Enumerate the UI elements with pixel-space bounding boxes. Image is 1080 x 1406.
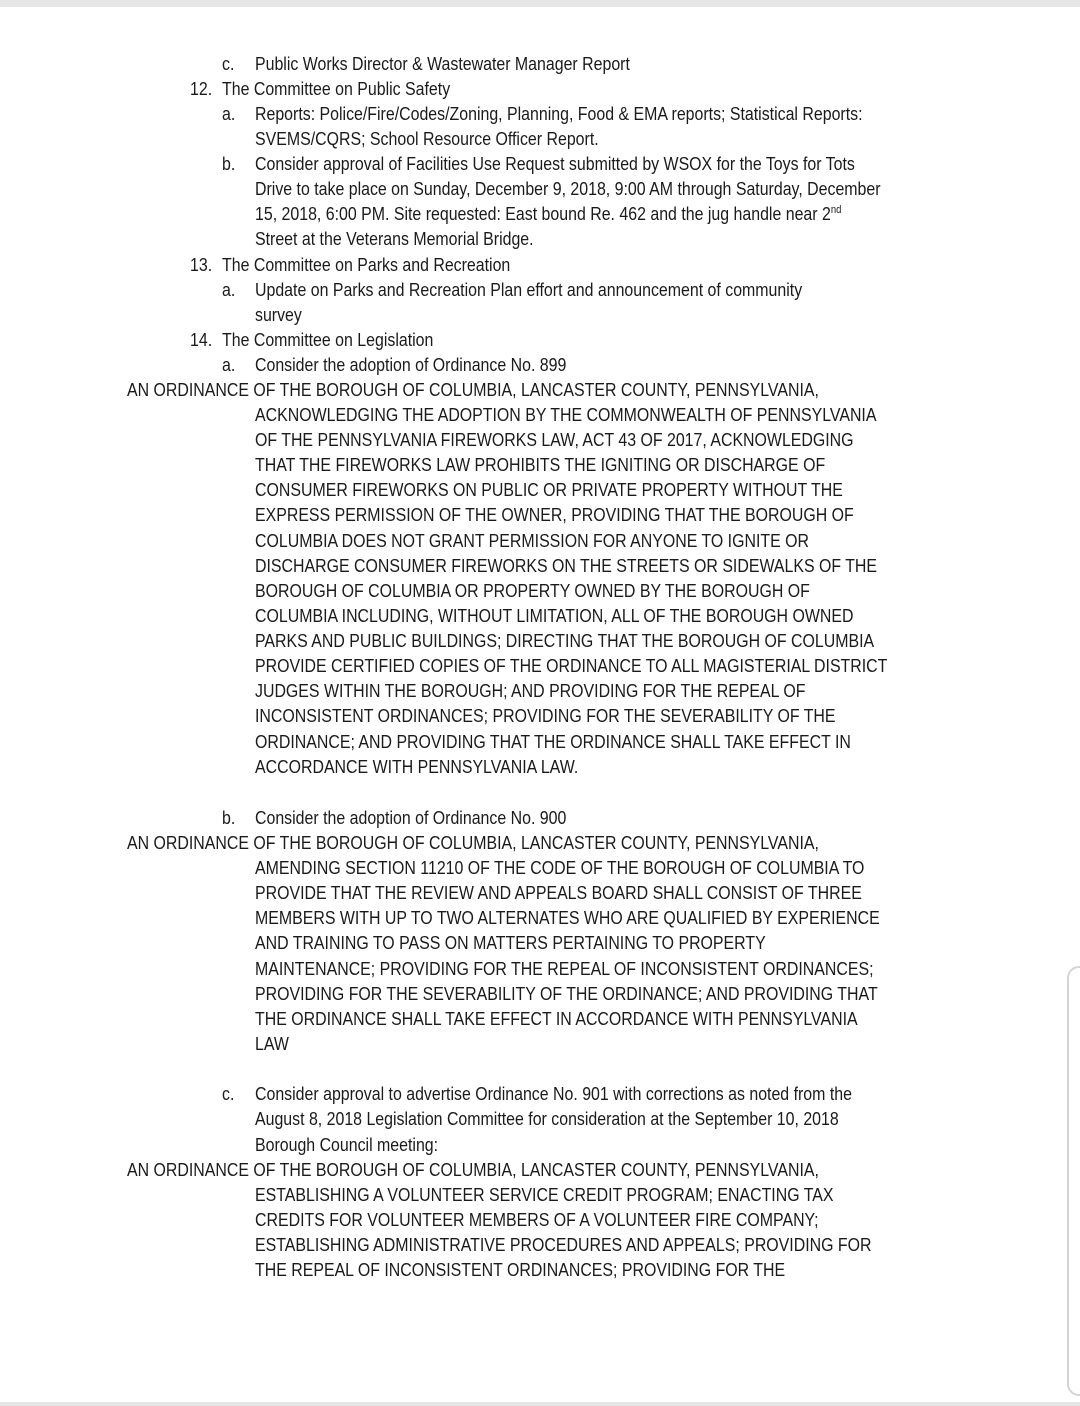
item-number: 14. <box>190 329 213 350</box>
list-marker: c. <box>222 53 235 74</box>
agenda-line: August 8, 2018 Legislation Committee for consideration at the September 10, 2018 <box>255 1108 839 1129</box>
ordinance-line: CREDITS FOR VOLUNTEER MEMBERS OF A VOLUNTEER FIRE COMPANY; <box>255 1209 819 1230</box>
agenda-line <box>255 201 841 226</box>
list-marker: b. <box>222 807 236 828</box>
ordinance-line: THE REPEAL OF INCONSISTENT ORDINANCES; PROVIDING FOR THE <box>255 1259 786 1280</box>
committee-heading: The Committee on Legislation <box>222 329 434 350</box>
top-edge-bar <box>0 0 1080 7</box>
ordinance-line: JUDGES WITHIN THE BOROUGH; AND PROVIDING FOR THE REPEAL OF <box>255 680 806 701</box>
agenda-line: survey <box>255 304 302 325</box>
list-marker: a. <box>222 279 236 300</box>
ordinance-line: BOROUGH OF COLUMBIA OR PROPERTY OWNED BY THE BOROUGH OF <box>255 580 810 601</box>
ordinance-line: PROVIDING FOR THE SEVERABILITY OF THE ORDINANCE; AND PROVIDING THAT <box>255 983 878 1004</box>
ordinance-line: LAW <box>255 1033 289 1054</box>
agenda-line: Consider approval to advertise Ordinance No. 901 with corrections as noted from the <box>255 1083 852 1104</box>
agenda-line-text: 15, 2018, 6:00 PM. Site requested: East bound Re. 462 and the jug handle near 2 <box>255 203 831 224</box>
ordinance-line: PARKS AND PUBLIC BUILDINGS; DIRECTING THAT THE BOROUGH OF COLUMBIA <box>255 630 875 651</box>
ordinance-line: COLUMBIA DOES NOT GRANT PERMISSION FOR ANYONE TO IGNITE OR <box>255 530 810 551</box>
item-number: 13. <box>190 254 213 275</box>
ordinance-title-line: AN ORDINANCE OF THE BOROUGH OF COLUMBIA, LANCASTER COUNTY, PENNSYLVANIA, <box>127 379 819 400</box>
ordinance-line: INCONSISTENT ORDINANCES; PROVIDING FOR THE SEVERABILITY OF THE <box>255 705 836 726</box>
list-marker: b. <box>222 153 236 174</box>
agenda-line: Public Works Director & Wastewater Manager Report <box>255 53 630 74</box>
ordinance-line: THAT THE FIREWORKS LAW PROHIBITS THE IGNITING OR DISCHARGE OF <box>255 454 826 475</box>
ordinance-line: COLUMBIA INCLUDING, WITHOUT LIMITATION, ALL OF THE BOROUGH OWNED <box>255 605 854 626</box>
agenda-line: Borough Council meeting: <box>255 1134 439 1155</box>
ordinance-line: THE ORDINANCE SHALL TAKE EFFECT IN ACCORDANCE WITH PENNSYLVANIA <box>255 1008 858 1029</box>
ordinance-line: CONSUMER FIREWORKS ON PUBLIC OR PRIVATE PROPERTY WITHOUT THE <box>255 479 843 500</box>
agenda-line: Street at the Veterans Memorial Bridge. <box>255 228 534 249</box>
list-marker: c. <box>222 1083 235 1104</box>
ordinance-line: EXPRESS PERMISSION OF THE OWNER, PROVIDING THAT THE BOROUGH OF <box>255 504 854 525</box>
ordinal-superscript: nd <box>830 203 842 216</box>
ordinance-line: ESTABLISHING A VOLUNTEER SERVICE CREDIT PROGRAM; ENACTING TAX <box>255 1184 834 1205</box>
ordinance-line: MEMBERS WITH UP TO TWO ALTERNATES WHO ARE QUALIFIED BY EXPERIENCE <box>255 907 880 928</box>
ordinance-line: ORDINANCE; AND PROVIDING THAT THE ORDINANCE SHALL TAKE EFFECT IN <box>255 731 851 752</box>
item-number: 12. <box>190 78 213 99</box>
ordinance-line: DISCHARGE CONSUMER FIREWORKS ON THE STREETS OR SIDEWALKS OF THE <box>255 555 878 576</box>
ordinance-line: PROVIDE THAT THE REVIEW AND APPEALS BOARD SHALL CONSIST OF THREE <box>255 882 862 903</box>
ordinance-line: ACKNOWLEDGING THE ADOPTION BY THE COMMONWEALTH OF PENNSYLVANIA <box>255 404 877 425</box>
ordinance-title-line: AN ORDINANCE OF THE BOROUGH OF COLUMBIA, LANCASTER COUNTY, PENNSYLVANIA, <box>127 832 819 853</box>
ordinance-title-line: AN ORDINANCE OF THE BOROUGH OF COLUMBIA, LANCASTER COUNTY, PENNSYLVANIA, <box>127 1159 819 1180</box>
agenda-line: Drive to take place on Sunday, December 9, 2018, 9:00 AM through Saturday, December <box>255 178 881 199</box>
ordinance-line: ACCORDANCE WITH PENNSYLVANIA LAW. <box>255 756 579 777</box>
agenda-line: Reports: Police/Fire/Codes/Zoning, Planning, Food & EMA reports; Statistical Reports: <box>255 103 863 124</box>
committee-heading: The Committee on Public Safety <box>222 78 451 99</box>
committee-heading: The Committee on Parks and Recreation <box>222 254 511 275</box>
ordinance-line: MAINTENANCE; PROVIDING FOR THE REPEAL OF INCONSISTENT ORDINANCES; <box>255 958 874 979</box>
scroll-handle[interactable] <box>1067 966 1080 1396</box>
bottom-edge-bar <box>0 1402 1080 1406</box>
ordinance-line: ESTABLISHING ADMINISTRATIVE PROCEDURES AND APPEALS; PROVIDING FOR <box>255 1234 872 1255</box>
ordinance-line: PROVIDE CERTIFIED COPIES OF THE ORDINANCE TO ALL MAGISTERIAL DISTRICT <box>255 655 888 676</box>
agenda-line: Update on Parks and Recreation Plan effort and announcement of community <box>255 279 803 300</box>
agenda-line: SVEMS/CQRS; School Resource Officer Report. <box>255 128 599 149</box>
agenda-line: Consider approval of Facilities Use Request submitted by WSOX for the Toys for Tots <box>255 153 855 174</box>
agenda-line: Consider the adoption of Ordinance No. 900 <box>255 807 567 828</box>
ordinance-line: AND TRAINING TO PASS ON MATTERS PERTAINING TO PROPERTY <box>255 932 766 953</box>
ordinance-line: AMENDING SECTION 11210 OF THE CODE OF THE BOROUGH OF COLUMBIA TO <box>255 857 865 878</box>
agenda-line: Consider the adoption of Ordinance No. 899 <box>255 354 567 375</box>
ordinance-line: OF THE PENNSYLVANIA FIREWORKS LAW, ACT 43 OF 2017, ACKNOWLEDGING <box>255 429 854 450</box>
list-marker: a. <box>222 103 236 124</box>
list-marker: a. <box>222 354 236 375</box>
